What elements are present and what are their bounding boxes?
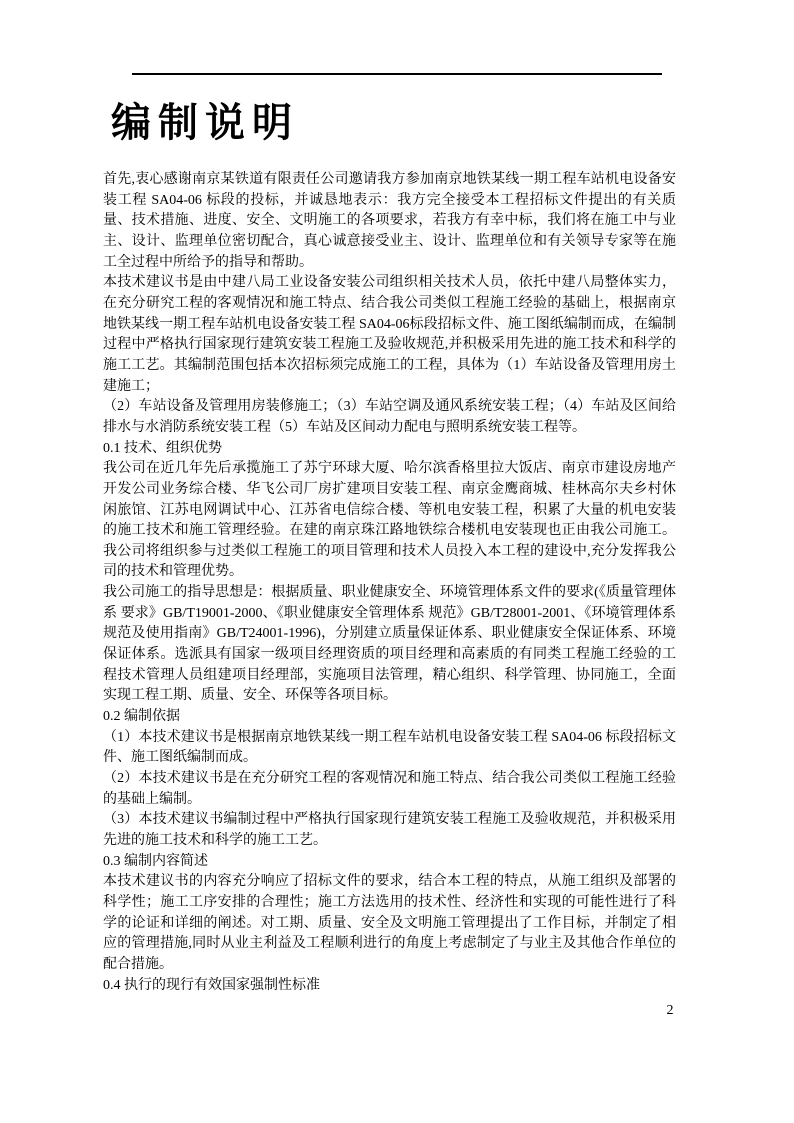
section-heading: 0.2 编制依据 [103, 709, 180, 725]
paragraph: 首先,衷心感谢南京某铁道有限责任公司邀请我方参加南京地铁某线一期工程车站机电设备安装工程 SA04-06 标段的投标，并诚恳地表示：我方完全接受本工程招标文件提出的有关质量、技术措施、进度、安全、文明施工的各项要求，若我方有幸中标，我们将在施工中与业主、设计、监理单位密切配合，真心诚意接受业主、设计、监理单位和有关领导专家等在施工全过程中所给予的指导和帮助。 [103, 172, 676, 270]
page-title: 编制说明 [111, 101, 299, 145]
section-heading: 0.3 编制内容简述 [103, 853, 208, 869]
paragraph: （3）本技术建议书编制过程中严格执行国家现行建筑安装工程施工及验收规范，并积极采用先进的施工技术和科学的施工工艺。 [103, 812, 676, 848]
paragraph: 我公司在近几年先后承揽施工了苏宁环球大厦、哈尔滨香格里拉大饭店、南京市建设房地产开发公司业务综合楼、华飞公司厂房扩建项目安装工程、南京金鹰商城、桂林高尔夫乡村休闲旅馆、江苏电网调试中心、江苏省电信综合楼、等机电安装工程，积累了大量的机电安装的施工技术和施工管理经验。在建的南京珠江路地铁综合楼机电安装现也正由我公司施工。我公司将组织参与过类似工程施工的项目管理和技术人员投入本工程的建设中,充分发挥我公司的技术和管理优势。 [103, 461, 676, 580]
paragraph: （2）本技术建议书是在充分研究工程的客观情况和施工特点、结合我公司类似工程施工经验的基础上编制。 [103, 771, 676, 807]
paragraph: 我公司施工的指导思想是：根据质量、职业健康安全、环境管理体系文件的要求(《质量管理体系 要求》GB/T19001-2000、《职业健康安全管理体系 规范》GB/T28001-2001、《环境管理体系 规范及使用指南》GB/T24001-1996)，分别建立质量保证体系、职业健康安全保证体系、环境保证体系。选派具有国家一级项目经理资质的项目经理和高素质的有同类工程施工经验的工程技术管理人员组建项目经理部，实施项目法管理，精心组织、科学管理、协同施工，全面实现工程工期、质量、安全、环保等各项目标。 [103, 585, 676, 704]
paragraph: （1）本技术建议书是根据南京地铁某线一期工程车站机电设备安装工程 SA04-06 标段招标文件、施工图纸编制而成。 [103, 729, 676, 766]
section-heading: 0.1 技术、组织优势 [103, 440, 222, 456]
section-heading: 0.4 执行的现行有效国家强制性标准 [103, 977, 320, 993]
paragraph: 本技术建议书是由中建八局工业设备安装公司组织相关技术人员，依托中建八局整体实力，在充分研究工程的客观情况和施工特点、结合我公司类似工程施工经验的基础上，根据南京地铁某线一期工程车站机电设备安装工程 SA04-06标段招标文件、施工图纸编制而成，在编制过程中严格执行国家现行建筑安装工程施工及验收规范,并积极采用先进的施工技术和科学的施工工艺。其编制范围包括本次招标须完成施工的工程，具体为（1）车站设备及管理用房土建施工； [103, 275, 676, 394]
page-number: 2 [666, 1003, 674, 1018]
header-rule [132, 73, 662, 75]
paragraph: （2）车站设备及管理用房装修施工；（3）车站空调及通风系统安装工程；（4）车站及区间给排水与水消防系统安装工程（5）车站及区间动力配电与照明系统安装工程等。 [103, 399, 676, 435]
document-body [103, 170, 676, 996]
paragraph: 本技术建议书的内容充分响应了招标文件的要求，结合本工程的特点，从施工组织及部署的科学性；施工工序安排的合理性；施工方法选用的技术性、经济性和实现的可能性进行了科学的论证和详细的阐述。对工期、质量、安全及文明施工管理提出了工作目标，并制定了相应的管理措施,同时从业主利益及工程顺利进行的角度上考虑制定了与业主及其他合作单位的配合措施。 [103, 874, 676, 972]
